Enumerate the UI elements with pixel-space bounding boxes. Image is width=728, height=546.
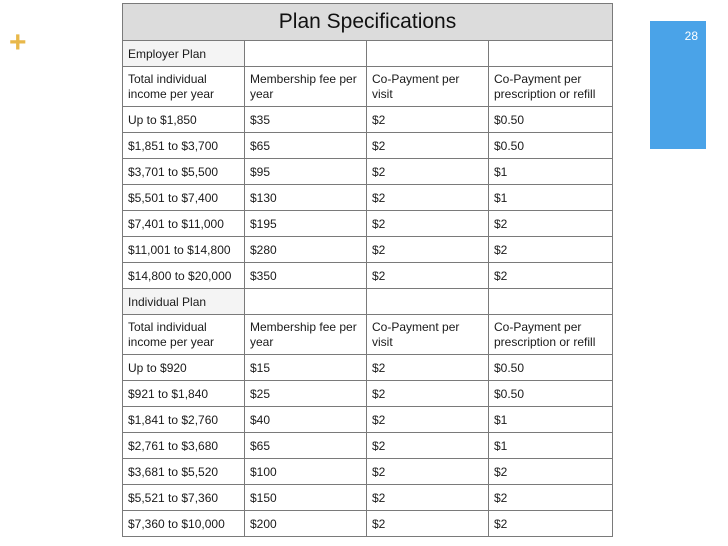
empty-cell xyxy=(367,41,489,67)
table-cell: Up to $1,850 xyxy=(123,107,245,133)
empty-cell xyxy=(489,41,613,67)
table-cell: $2 xyxy=(367,133,489,159)
table-row xyxy=(123,381,613,407)
table-cell: $95 xyxy=(245,159,367,185)
table-row xyxy=(123,407,613,433)
table-cell: $1,841 to $2,760 xyxy=(123,407,245,433)
section-label: Individual Plan xyxy=(123,289,245,315)
table-cell: $2 xyxy=(367,355,489,381)
column-header: Total individual income per year xyxy=(123,315,245,355)
table-cell: $2 xyxy=(489,485,613,511)
table-cell: Up to $920 xyxy=(123,355,245,381)
table-cell: $35 xyxy=(245,107,367,133)
table-cell: $150 xyxy=(245,485,367,511)
table-cell: $2 xyxy=(489,511,613,537)
table-cell: $350 xyxy=(245,263,367,289)
column-header: Co-Payment per prescription or refill xyxy=(489,67,613,107)
column-header-row xyxy=(123,315,613,355)
table-cell: $7,360 to $10,000 xyxy=(123,511,245,537)
table-row xyxy=(123,237,613,263)
table-cell: $200 xyxy=(245,511,367,537)
table-cell: $2 xyxy=(489,237,613,263)
table-cell: $3,681 to $5,520 xyxy=(123,459,245,485)
table-cell: $2 xyxy=(367,407,489,433)
table-cell: $2 xyxy=(489,211,613,237)
page-number: 28 xyxy=(684,29,698,43)
table-cell: $921 to $1,840 xyxy=(123,381,245,407)
table-body xyxy=(123,41,613,537)
table-cell: $1 xyxy=(489,185,613,211)
table-cell: $14,800 to $20,000 xyxy=(123,263,245,289)
table-row xyxy=(123,511,613,537)
table-cell: $65 xyxy=(245,133,367,159)
table-row xyxy=(123,485,613,511)
table-row xyxy=(123,133,613,159)
table-cell: $100 xyxy=(245,459,367,485)
column-header-row xyxy=(123,67,613,107)
table-cell: $1 xyxy=(489,159,613,185)
table-cell: $2,761 to $3,680 xyxy=(123,433,245,459)
table-row xyxy=(123,433,613,459)
table-cell: $2 xyxy=(367,263,489,289)
page-number-badge xyxy=(650,21,706,149)
table-cell: $2 xyxy=(367,459,489,485)
table-cell: $7,401 to $11,000 xyxy=(123,211,245,237)
table-cell: $2 xyxy=(367,485,489,511)
table-row xyxy=(123,185,613,211)
table-cell: $2 xyxy=(367,159,489,185)
section-row xyxy=(123,41,613,67)
table-row xyxy=(123,159,613,185)
table-cell: $0.50 xyxy=(489,355,613,381)
table-cell: $2 xyxy=(367,185,489,211)
plan-specifications-table xyxy=(122,3,613,537)
section-label: Employer Plan xyxy=(123,41,245,67)
table-cell: $0.50 xyxy=(489,133,613,159)
table-cell: $5,501 to $7,400 xyxy=(123,185,245,211)
column-header: Total individual income per year xyxy=(123,67,245,107)
plus-icon: + xyxy=(9,26,27,59)
empty-cell xyxy=(489,289,613,315)
empty-cell xyxy=(367,289,489,315)
table-cell: $3,701 to $5,500 xyxy=(123,159,245,185)
column-header: Membership fee per year xyxy=(245,315,367,355)
table-cell: $2 xyxy=(489,459,613,485)
table-cell: $40 xyxy=(245,407,367,433)
table-cell: $1,851 to $3,700 xyxy=(123,133,245,159)
table-cell: $2 xyxy=(367,433,489,459)
table-cell: $2 xyxy=(367,107,489,133)
empty-cell xyxy=(245,289,367,315)
table-cell: $2 xyxy=(367,211,489,237)
empty-cell xyxy=(245,41,367,67)
table-cell: $25 xyxy=(245,381,367,407)
table-cell: $2 xyxy=(367,237,489,263)
column-header: Co-Payment per visit xyxy=(367,315,489,355)
table-cell: $2 xyxy=(367,511,489,537)
table-cell: $15 xyxy=(245,355,367,381)
table-title: Plan Specifications xyxy=(123,4,613,41)
table-row xyxy=(123,107,613,133)
table-cell: $280 xyxy=(245,237,367,263)
table-cell: $0.50 xyxy=(489,381,613,407)
column-header: Co-Payment per prescription or refill xyxy=(489,315,613,355)
table-row xyxy=(123,263,613,289)
table-cell: $1 xyxy=(489,407,613,433)
table-row xyxy=(123,459,613,485)
table-row xyxy=(123,355,613,381)
table-cell: $65 xyxy=(245,433,367,459)
section-row xyxy=(123,289,613,315)
table-cell: $195 xyxy=(245,211,367,237)
table-cell: $1 xyxy=(489,433,613,459)
table-row xyxy=(123,211,613,237)
table-cell: $2 xyxy=(489,263,613,289)
table-cell: $2 xyxy=(367,381,489,407)
table-cell: $11,001 to $14,800 xyxy=(123,237,245,263)
table-cell: $130 xyxy=(245,185,367,211)
table-cell: $5,521 to $7,360 xyxy=(123,485,245,511)
column-header: Co-Payment per visit xyxy=(367,67,489,107)
table-cell: $0.50 xyxy=(489,107,613,133)
column-header: Membership fee per year xyxy=(245,67,367,107)
